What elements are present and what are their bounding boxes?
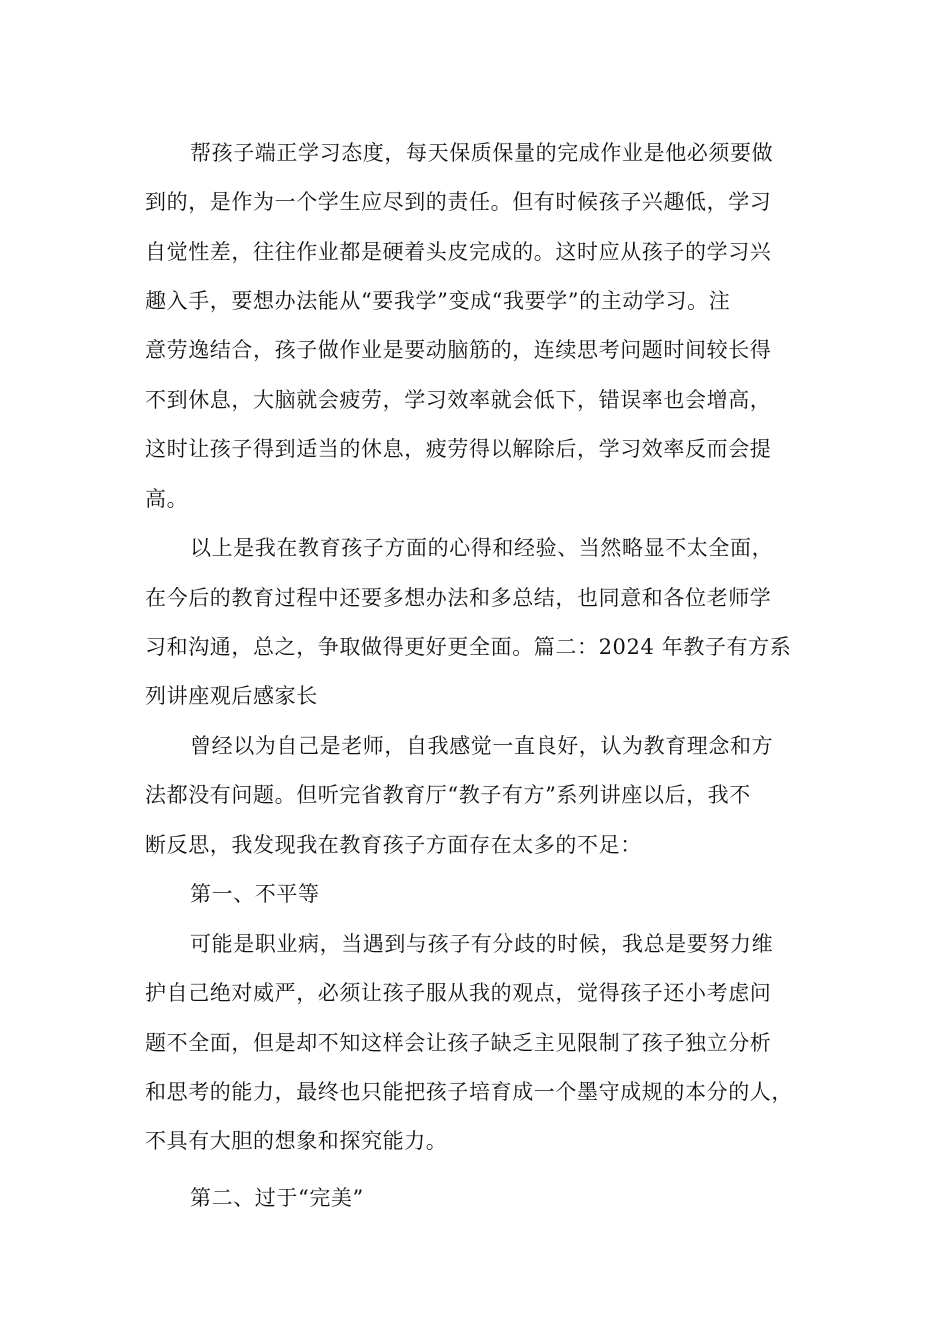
paragraph-line: 和思考的能力，最终也只能把孩子培育成一个墨守成规的本分的人， — [145, 1080, 793, 1104]
paragraph-line: 在今后的教育过程中还要多想办法和多总结，也同意和各位老师学 — [145, 586, 772, 610]
paragraph-line: 法都没有问题。但听完省教育厅“教子有方”系列讲座以后，我不 — [145, 783, 751, 807]
section-heading: 第二、过于“完美” — [190, 1186, 364, 1210]
paragraph-line: 护自己绝对威严，必须让孩子服从我的观点，觉得孩子还小考虑问 — [145, 981, 772, 1005]
paragraph-line: 以上是我在教育孩子方面的心得和经验、当然略显不太全面， — [190, 536, 774, 560]
paragraph-line: 不具有大胆的想象和探究能力。 — [145, 1129, 448, 1153]
paragraph-line: 趣入手，要想办法能从“要我学”变成“我要学”的主动学习。注 — [145, 289, 731, 313]
paragraph-line: 这时让孩子得到适当的休息，疲劳得以解除后，学习效率反而会提 — [145, 437, 772, 461]
paragraph-line: 习和沟通，总之，争取做得更好更全面。篇二：2024 年教子有方系 — [145, 635, 792, 659]
paragraph-line: 列讲座观后感家长 — [145, 684, 318, 708]
paragraph-line: 题不全面，但是却不知这样会让孩子缺乏主见限制了孩子独立分析 — [145, 1031, 772, 1055]
paragraph-line: 不到休息，大脑就会疲劳，学习效率就会低下，错误率也会增高， — [145, 388, 772, 412]
paragraph-line: 断反思，我发现我在教育孩子方面存在太多的不足： — [145, 833, 642, 857]
paragraph-line: 自觉性差，往往作业都是硬着头皮完成的。这时应从孩子的学习兴 — [145, 240, 772, 264]
paragraph-line: 帮孩子端正学习态度，每天保质保量的完成作业是他必须要做 — [190, 141, 774, 165]
paragraph-line: 到的，是作为一个学生应尽到的责任。但有时候孩子兴趣低，学习 — [145, 190, 772, 214]
paragraph-line: 可能是职业病，当遇到与孩子有分歧的时候，我总是要努力维 — [190, 932, 774, 956]
section-heading: 第一、不平等 — [190, 882, 320, 906]
paragraph-line: 高。 — [145, 487, 189, 511]
paragraph-line: 曾经以为自己是老师，自我感觉一直良好，认为教育理念和方 — [190, 734, 774, 758]
paragraph-line: 意劳逸结合，孩子做作业是要动脑筋的，连续思考问题时间较长得 — [145, 338, 772, 362]
